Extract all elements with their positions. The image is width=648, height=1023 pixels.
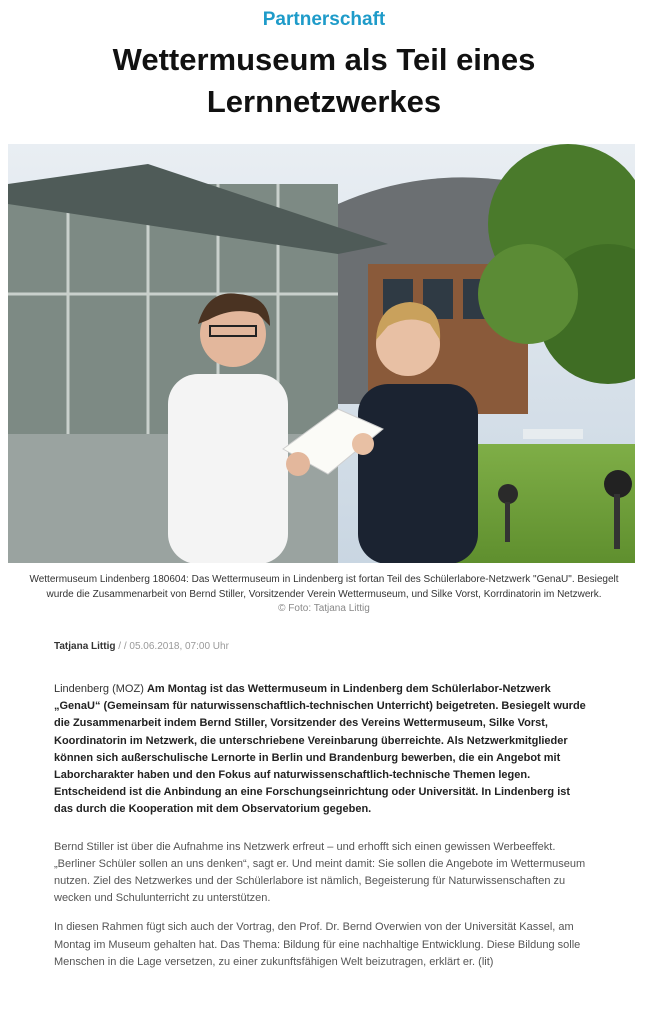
article-lead (54, 681, 588, 819)
photo-caption: Wettermuseum Lindenberg 180604: Das Wettermuseum in Lindenberg ist fortan Teil des Schülerlabore-Netzwerk "GenaU". Besiegelt wurde die Zusammenarbeit von Bernd Stiller, Vorsitzender Verein Wettermuseum, und Silke Vorst, Korrdinatorin im Netzwerk. (29, 574, 619, 600)
photo-credit: © Foto: Tatjana Littig (278, 603, 370, 614)
lead-text: Am Montag ist das Wettermuseum in Lindenberg dem Schülerlabor-Netzwerk „GenaU“ (Gemeinsam für naturwissenschaftlich-technischen Unterricht) beigetreten. Besiegelt wurde die Zusammenarbeit indem Bernd Stiller, Vorsitzender des Vereins Wettermuseum, Silke Vorst, Koordinatorin im Netzwerk, die unterschriebene Vereinbarung überreichte. Als Netzwerkmitglieder können sich außerschulische Lernorte in Berlin und Brandenburg bewerben, die ein Angebot mit Laborcharakter haben und den Fokus auf naturwissenschaftlich-technische Themen legen. Entscheidend ist die Anbindung an eine Forschungseinrichtung oder Universität. In Lindenberg ist das durch die Kooperation mit dem Observatorium gegeben. (54, 683, 586, 816)
article-meta (54, 640, 648, 654)
article-photo[interactable] (8, 144, 635, 563)
article (0, 9, 648, 971)
author-name[interactable]: Tatjana Littig (54, 641, 116, 652)
body-paragraph: In diesen Rahmen fügt sich auch der Vortrag, den Prof. Dr. Bernd Overwien von der Universität Kassel, am Montag im Museum gehalten hat. Das Thema: Bildung für eine nachhaltige Entwicklung. Diese Bildung solle Menschen in die Lage versetzen, zu einer zukunftsfähigen Welt beizutragen, erklärt er. (lit) (54, 921, 581, 968)
lead-place: Lindenberg (MOZ) (54, 683, 144, 695)
photo-illustration (8, 144, 635, 563)
publish-date: 05.06.2018, 07:00 Uhr (129, 641, 229, 652)
article-headline: Wettermuseum als Teil eines Lernnetzwerkes (112, 42, 536, 119)
article-kicker: Partnerschaft (262, 9, 386, 30)
meta-separator: / / (115, 641, 130, 652)
body-paragraph: Bernd Stiller ist über die Aufnahme ins Netzwerk erfreut – und erhofft sich einen gewissen Werbeeffekt. „Berliner Schüler sollen an uns denken“, sagt er. Und meint damit: Sie sollen die Angebote im Wettermuseum nutzen. Ziel des Netzwerkes und der Schülerlabore ist nämlich, Begeisterung für Naturwissenschaften zu wecken und Schulunterricht zu unterstützen. (54, 840, 586, 905)
